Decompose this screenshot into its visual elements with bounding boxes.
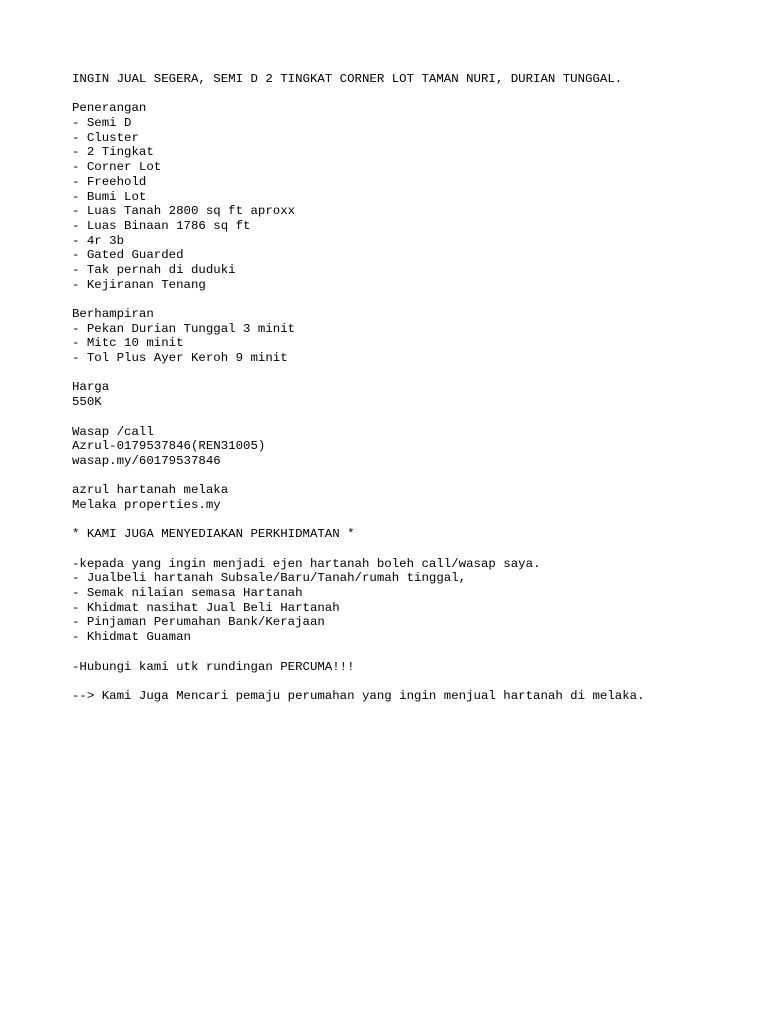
penerangan-item: - Luas Binaan 1786 sq ft: [72, 218, 251, 233]
spacer: [72, 513, 728, 528]
services-item: - Semak nilaian semasa Hartanah: [72, 586, 303, 601]
cta-text: -Hubungi kami utk rundingan PERCUMA!!!: [72, 659, 355, 674]
agency-site: Melaka properties.my: [72, 497, 221, 512]
document-page: [72, 72, 728, 704]
spacer: [72, 469, 728, 484]
harga-value: 550K: [72, 395, 102, 410]
berhampiran-section: [72, 307, 728, 366]
contact-heading: Wasap /call: [72, 424, 154, 439]
services-item: -kepada yang ingin menjadi ejen hartanah boleh call/wasap saya.: [72, 556, 541, 571]
agency-section: [72, 483, 728, 512]
penerangan-item: - 2 Tingkat: [72, 145, 154, 160]
services-section: [72, 557, 728, 645]
berhampiran-item: - Pekan Durian Tunggal 3 minit: [72, 321, 296, 336]
berhampiran-item: - Tol Plus Ayer Keroh 9 minit: [72, 351, 288, 366]
penerangan-item: - Luas Tanah 2800 sq ft aproxx: [72, 204, 296, 219]
services-heading: * KAMI JUGA MENYEDIAKAN PERKHIDMATAN *: [72, 527, 355, 542]
penerangan-item: - Kejiranan Tenang: [72, 277, 206, 292]
penerangan-item: - Cluster: [72, 130, 139, 145]
berhampiran-heading: Berhampiran: [72, 307, 154, 321]
services-item: - Pinjaman Perumahan Bank/Kerajaan: [72, 615, 325, 630]
penerangan-item: - 4r 3b: [72, 233, 125, 248]
penerangan-item: - Corner Lot: [72, 160, 162, 175]
spacer: [72, 366, 728, 381]
penerangan-heading: Penerangan: [72, 101, 147, 116]
services-item: - Khidmat Guaman: [72, 630, 191, 645]
spacer: [72, 87, 728, 102]
harga-section: [72, 380, 728, 409]
listing-title: INGIN JUAL SEGERA, SEMI D 2 TINGKAT CORNER LOT TAMAN NURI, DURIAN TUNGGAL.: [72, 72, 623, 86]
penerangan-item: - Freehold: [72, 174, 147, 189]
berhampiran-item: - Mitc 10 minit: [72, 336, 184, 351]
penerangan-item: - Gated Guarded: [72, 248, 184, 263]
penerangan-item: - Bumi Lot: [72, 189, 147, 204]
spacer: [72, 674, 728, 689]
services-item: - Jualbeli hartanah Subsale/Baru/Tanah/rumah tinggal,: [72, 571, 467, 586]
penerangan-item: - Semi D: [72, 116, 132, 131]
spacer: [72, 542, 728, 557]
contact-section: [72, 425, 728, 469]
contact-link[interactable]: wasap.my/60179537846: [72, 453, 221, 468]
contact-phone: Azrul-0179537846(REN31005): [72, 439, 266, 454]
spacer: [72, 645, 728, 660]
spacer: [72, 292, 728, 307]
services-item: - Khidmat nasihat Jual Beli Hartanah: [72, 600, 340, 615]
penerangan-section: [72, 101, 728, 292]
penerangan-item: - Tak pernah di duduki: [72, 262, 236, 277]
spacer: [72, 410, 728, 425]
agency-name: azrul hartanah melaka: [72, 483, 229, 498]
closing-text: --> Kami Juga Mencari pemaju perumahan yang ingin menjual hartanah di melaka.: [72, 688, 645, 703]
harga-heading: Harga: [72, 380, 110, 395]
